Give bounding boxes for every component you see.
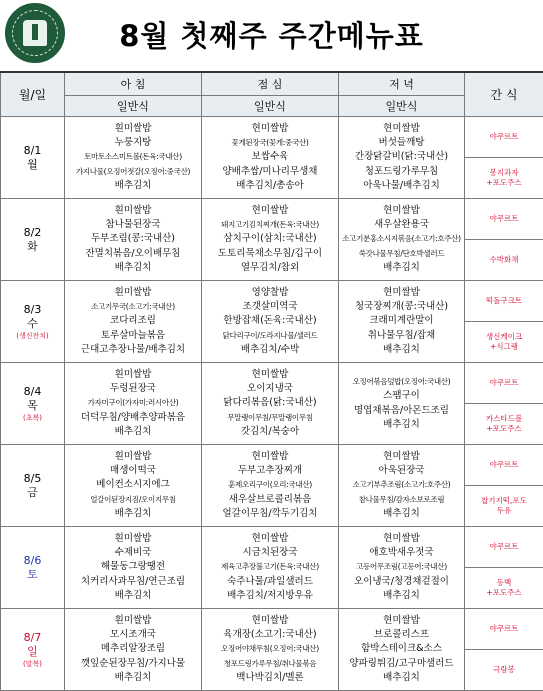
- day-weekday: 화: [1, 240, 64, 254]
- menu-item: 청포드링가루무침: [339, 165, 464, 179]
- dinner-cell: [339, 363, 465, 445]
- menu-item: 배추김치: [65, 507, 201, 521]
- menu-item: 숙주나물/과일샐러드: [202, 575, 338, 589]
- menu-item: 훈제오리구이(오리:국내산): [202, 478, 338, 492]
- snack-label: 카스타드볼 +포도주스: [465, 414, 543, 434]
- day-cell: [1, 363, 65, 445]
- menu-item: 현미쌀밥: [339, 286, 464, 300]
- day-cell: [1, 445, 65, 527]
- dinner-cell: [339, 527, 465, 609]
- snack-label: 야쿠르트: [465, 624, 543, 634]
- lunch-subheader: 일반식: [202, 96, 339, 117]
- menu-item: 간장닭갈비(닭:국내산): [339, 150, 464, 164]
- menu-item: 한방잡채(돈육:국내산): [202, 314, 338, 328]
- day-date: 8/4: [1, 385, 64, 399]
- menu-item: 누룽지탕: [65, 136, 201, 150]
- menu-item: 가자미구이(가자미:러시아산): [65, 396, 201, 410]
- menu-item: 토루살마늘볶음: [65, 329, 201, 343]
- day-date: 8/3: [1, 303, 64, 317]
- menu-item: 배추김치: [339, 343, 464, 357]
- menu-item: 오이지냉국: [202, 382, 338, 396]
- day-row: [1, 445, 543, 486]
- day-cell: [1, 609, 65, 691]
- lunch-cell: [202, 117, 339, 199]
- menu-body: [1, 117, 543, 691]
- menu-item: 오징어야채무침(오징어:국내산): [202, 642, 338, 656]
- menu-item: 육개장(소고기:국내산): [202, 628, 338, 642]
- menu-item: 꽃게된장국(꽃게:중국산): [202, 136, 338, 150]
- menu-item: 무말랭이무침/무말랭이무침: [202, 411, 338, 425]
- day-row: [1, 117, 543, 158]
- lunch-cell: [202, 363, 339, 445]
- day-row: [1, 363, 543, 404]
- menu-item: 두부고추장찌개: [202, 464, 338, 478]
- menu-item: 가지나물(오징어젓갈(오징어:중국산): [65, 165, 201, 179]
- snack-cell-2: [465, 404, 543, 445]
- menu-item: 갓김치/복숭아: [202, 425, 338, 439]
- snack-label: 떡돌구크트: [465, 296, 543, 306]
- day-weekday: 수: [1, 317, 64, 331]
- lunch-cell: [202, 199, 339, 281]
- menu-item: 얼갈이무침/깍두기김치: [202, 507, 338, 521]
- day-row: [1, 527, 543, 568]
- menu-item: 애호박새우젓국: [339, 546, 464, 560]
- snack-label: 찹기지떡,포도 두유: [465, 496, 543, 516]
- day-row: [1, 281, 543, 322]
- snack-cell-1: [465, 199, 543, 240]
- menu-item: 청포드링가루무침/취나물볶음: [202, 657, 338, 671]
- menu-item: 참나물된장국: [65, 218, 201, 232]
- day-date: 8/5: [1, 472, 64, 486]
- menu-item: 코다리조림: [65, 314, 201, 328]
- menu-item: 브로콜리스프: [339, 628, 464, 642]
- day-note: (말복): [1, 659, 64, 669]
- dinner-cell: [339, 199, 465, 281]
- day-date: 8/7: [1, 631, 64, 645]
- menu-item: 버섯들깨탕: [339, 136, 464, 150]
- menu-item: 현미쌀밥: [202, 614, 338, 628]
- snack-label: 수박화채: [465, 255, 543, 265]
- day-date: 8/2: [1, 226, 64, 240]
- menu-item: 참나물무침/감자소보로조림: [339, 493, 464, 507]
- lunch-cell: [202, 281, 339, 363]
- menu-item: 아욱나물/배추김치: [339, 179, 464, 193]
- menu-item: 양배추쌈/미나리무생채: [202, 165, 338, 179]
- snack-label: 야쿠르트: [465, 132, 543, 142]
- menu-item: 도토리묵채소무침/깁구이: [202, 247, 338, 261]
- menu-item: 양파링튀김/고구마샐러드: [339, 657, 464, 671]
- snack-cell-2: [465, 486, 543, 527]
- menu-item: 배추김치: [65, 261, 201, 275]
- snack-label: 봉지과자 +포도주스: [465, 168, 543, 188]
- menu-item: 쑥갓나물무침/단호박샐러드: [339, 247, 464, 261]
- breakfast-cell: [65, 363, 202, 445]
- menu-item: 새우살완용국: [339, 218, 464, 232]
- menu-item: 삼치구이(삼치:국내산): [202, 232, 338, 246]
- menu-item: 시금치된장국: [202, 546, 338, 560]
- day-weekday: 월: [1, 158, 64, 172]
- snack-cell-1: [465, 445, 543, 486]
- breakfast-cell: [65, 445, 202, 527]
- dinner-cell: [339, 609, 465, 691]
- menu-item: 매생이떡국: [65, 464, 201, 478]
- day-note: (초복): [1, 413, 64, 423]
- breakfast-cell: [65, 117, 202, 199]
- menu-item: 배추김치: [339, 507, 464, 521]
- menu-item: 배추김치: [339, 589, 464, 603]
- menu-item: 소고기부추조림(소고기:호주산): [339, 478, 464, 492]
- menu-item: 새우살브로콜리볶음: [202, 493, 338, 507]
- menu-item: 배추김치: [339, 671, 464, 685]
- menu-item: 배추김치/수박: [202, 343, 338, 357]
- menu-item: 토마토소스미트볼(돈육:국내산): [65, 150, 201, 164]
- snack-label: 생신케이크 +식그랭: [465, 332, 543, 352]
- dinner-cell: [339, 117, 465, 199]
- page-title: 8월 첫째주 주간메뉴표: [0, 14, 543, 55]
- menu-item: 돼지고기김치찌개(돈육:국내산): [202, 218, 338, 232]
- snack-cell-2: [465, 322, 543, 363]
- day-weekday: 일: [1, 645, 64, 659]
- snack-label: 야쿠르트: [465, 542, 543, 552]
- menu-item: 닭다리볶음(닭:국내산): [202, 396, 338, 410]
- menu-item: 현미쌀밥: [339, 122, 464, 136]
- menu-item: 흰미쌀밥: [65, 204, 201, 218]
- snack-label: 야쿠르트: [465, 378, 543, 388]
- snack-label: 동백 +포도주스: [465, 578, 543, 598]
- day-cell: [1, 199, 65, 281]
- menu-item: 현미쌀밥: [202, 532, 338, 546]
- breakfast-cell: [65, 199, 202, 281]
- snack-cell-2: [465, 240, 543, 281]
- day-cell: [1, 117, 65, 199]
- snack-cell-1: [465, 363, 543, 404]
- day-row: [1, 199, 543, 240]
- snack-cell-1: [465, 527, 543, 568]
- menu-item: 소고기무국(소고기:국내산): [65, 300, 201, 314]
- menu-item: 배추김치: [65, 425, 201, 439]
- menu-item: 스팸구이: [339, 389, 464, 403]
- menu-item: 아욱된장국: [339, 464, 464, 478]
- snack-column-header: 간 식: [465, 72, 543, 117]
- day-weekday: 목: [1, 399, 64, 413]
- menu-item: 제육고추장불고기(돈육:국내산): [202, 560, 338, 574]
- menu-item: 명엽채볶음/아몬드조림: [339, 404, 464, 418]
- menu-item: 흰미쌀밥: [65, 450, 201, 464]
- menu-item: 해물동그랑땡전: [65, 560, 201, 574]
- day-weekday: 금: [1, 486, 64, 500]
- menu-item: 함박스테이크&소스: [339, 642, 464, 656]
- menu-item: 현미쌀밥: [202, 122, 338, 136]
- lunch-cell: [202, 445, 339, 527]
- day-cell: [1, 527, 65, 609]
- menu-item: 메추리알장조림: [65, 642, 201, 656]
- menu-item: 배추김치: [65, 589, 201, 603]
- menu-item: 영양찰밥: [202, 286, 338, 300]
- menu-item: 모시조개국: [65, 628, 201, 642]
- menu-item: 치커리사과무침/연근조림: [65, 575, 201, 589]
- menu-item: 흰미쌀밥: [65, 122, 201, 136]
- menu-item: 배추김치: [65, 671, 201, 685]
- menu-item: 근대고추장나물/배추김치: [65, 343, 201, 357]
- snack-label: 야쿠르트: [465, 214, 543, 224]
- page-header: [0, 0, 543, 70]
- snack-cell-1: [465, 281, 543, 322]
- menu-item: 소고기분홍소시지볶음(소고기:호주산): [339, 232, 464, 246]
- menu-item: 수제비국: [65, 546, 201, 560]
- day-cell: [1, 281, 65, 363]
- dinner-cell: [339, 281, 465, 363]
- day-date: 8/1: [1, 144, 64, 158]
- menu-item: 흰미쌀밥: [65, 614, 201, 628]
- menu-item: 닭다리구이/도라지나물/샐러드: [202, 329, 338, 343]
- snack-label: 극람봉: [465, 665, 543, 675]
- menu-item: 오징어볶음덮밥(오징어:국내산): [339, 375, 464, 389]
- menu-item: 고등어무조림(고등어:국내산): [339, 560, 464, 574]
- dinner-cell: [339, 445, 465, 527]
- breakfast-cell: [65, 281, 202, 363]
- day-note: (생신잔치): [1, 331, 64, 341]
- menu-item: 흰미쌀밥: [65, 368, 201, 382]
- menu-item: 조갯살미역국: [202, 300, 338, 314]
- snack-cell-2: [465, 650, 543, 691]
- menu-item: 베이컨소시지에그: [65, 478, 201, 492]
- breakfast-header: 아 침: [65, 72, 202, 96]
- breakfast-cell: [65, 527, 202, 609]
- breakfast-cell: [65, 609, 202, 691]
- menu-item: 얼갈이된장지짐/오이지무침: [65, 493, 201, 507]
- snack-cell-2: [465, 158, 543, 199]
- day-row: [1, 609, 543, 650]
- menu-item: 두부조림(콩:국내산): [65, 232, 201, 246]
- menu-item: 현미쌀밥: [202, 450, 338, 464]
- snack-cell-1: [465, 117, 543, 158]
- menu-item: 배추김치: [65, 179, 201, 193]
- lunch-header: 점 심: [202, 72, 339, 96]
- snack-label: 야쿠르트: [465, 460, 543, 470]
- menu-item: 백나박김치/멜론: [202, 671, 338, 685]
- menu-item: 배추김치/총송아: [202, 179, 338, 193]
- dinner-header: 저 녁: [339, 72, 465, 96]
- day-weekday: 토: [1, 568, 64, 582]
- menu-item: 두렁된장국: [65, 382, 201, 396]
- menu-item: 오이냉국/청경채겉절이: [339, 575, 464, 589]
- snack-cell-2: [465, 568, 543, 609]
- menu-item: 현미쌀밥: [339, 532, 464, 546]
- menu-item: 현미쌀밥: [339, 450, 464, 464]
- menu-item: 배추김치: [339, 261, 464, 275]
- weekly-menu-table: [0, 71, 543, 691]
- breakfast-subheader: 일반식: [65, 96, 202, 117]
- menu-item: 흰미쌀밥: [65, 286, 201, 300]
- menu-item: 보쌈수육: [202, 150, 338, 164]
- menu-item: 크래미계란말이: [339, 314, 464, 328]
- lunch-cell: [202, 527, 339, 609]
- day-column-header: 월/일: [1, 72, 65, 117]
- menu-item: 잔멸치볶음/오이배무침: [65, 247, 201, 261]
- menu-item: 현미쌀밥: [339, 614, 464, 628]
- menu-item: 현미쌀밥: [339, 204, 464, 218]
- day-date: 8/6: [1, 554, 64, 568]
- dinner-subheader: 일반식: [339, 96, 465, 117]
- menu-item: 배추김치: [339, 418, 464, 432]
- menu-item: 현미쌀밥: [202, 204, 338, 218]
- menu-item: 현미쌀밥: [202, 368, 338, 382]
- menu-item: 배추김치/저지방우유: [202, 589, 338, 603]
- menu-item: 더덕무침/양배추양파볶음: [65, 411, 201, 425]
- menu-item: 깻잎순된장무침/가지나물: [65, 657, 201, 671]
- lunch-cell: [202, 609, 339, 691]
- menu-item: 청국장찌개(콩:국내산): [339, 300, 464, 314]
- menu-item: 흰미쌀밥: [65, 532, 201, 546]
- snack-cell-1: [465, 609, 543, 650]
- menu-item: 열무김치/참외: [202, 261, 338, 275]
- menu-item: 취나물무침/잡채: [339, 329, 464, 343]
